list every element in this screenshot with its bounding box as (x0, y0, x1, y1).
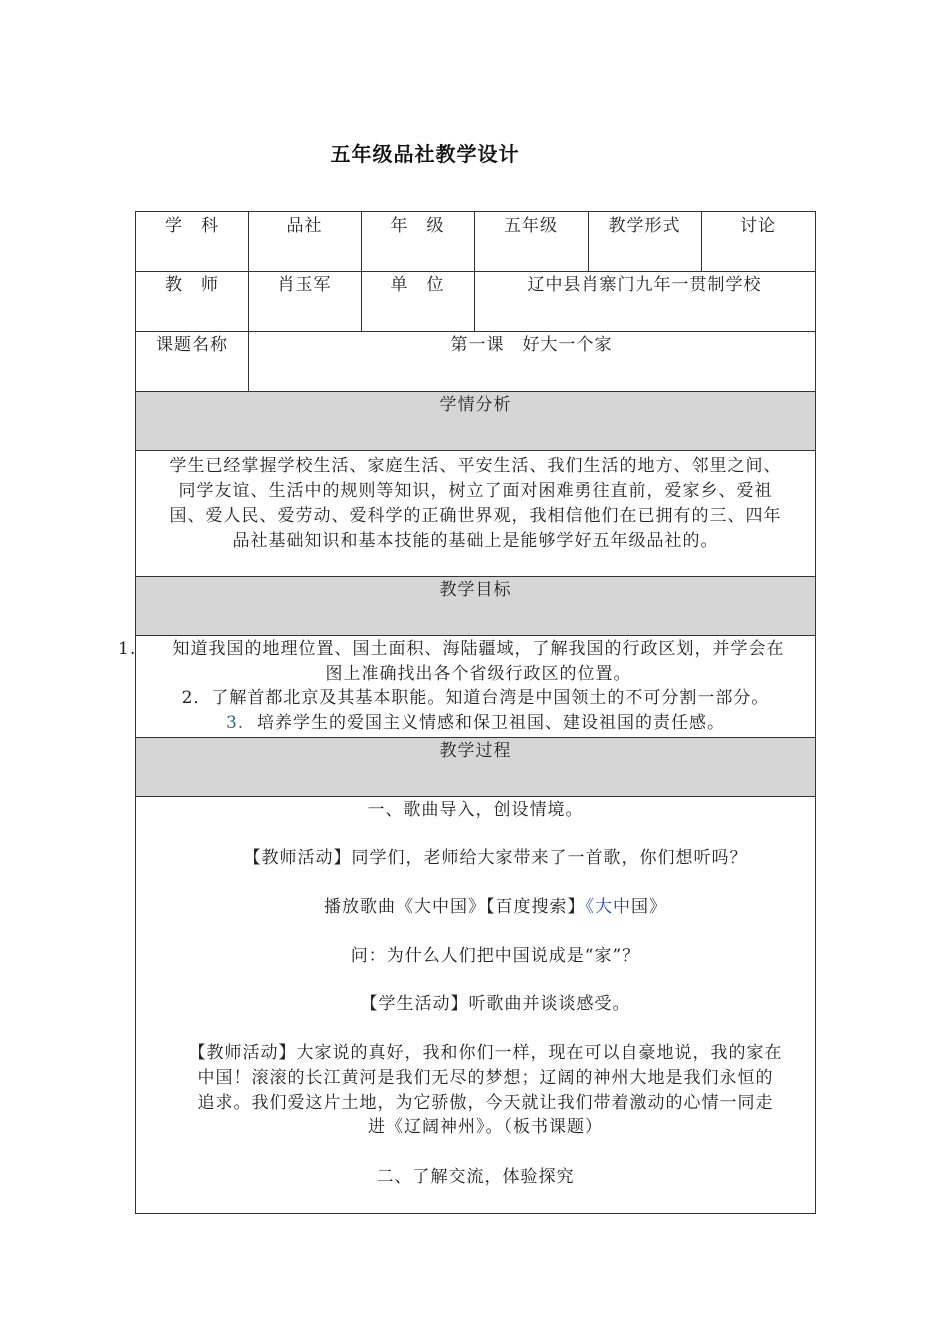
play-song-suffix: 国》 (631, 897, 667, 917)
goal-2: 2．了解首都北京及其基本职能。知道台湾是中国领土的不可分割一部分。 (181, 688, 770, 708)
row-divider (136, 271, 815, 272)
process-heading: 教学过程 (439, 741, 512, 761)
play-song-line (156, 895, 835, 920)
analysis-line: 同学友谊、生活中的规则等知识，树立了面对困难勇往直前，爱家乡、爱祖 (178, 481, 773, 501)
subject-value: 品社 (286, 216, 323, 236)
section-1-heading: 一、歌曲导入，创设情境。 (367, 800, 584, 820)
topic-value: 第一课 好大一个家 (450, 335, 613, 355)
row-divider (136, 635, 815, 636)
section-2-heading: 二、了解交流，体验探究 (376, 1167, 575, 1187)
analysis-line: 学生已经掌握学校生活、家庭生活、平安生活、我们生活的地方、邻里之间、 (169, 456, 782, 476)
row-divider (136, 331, 815, 332)
goal-3-number: 3. (225, 713, 245, 733)
row-divider (136, 450, 815, 451)
row-divider (136, 391, 815, 392)
analysis-line: 国、爱人民、爱劳动、爱科学的正确世界观，我相信他们在已拥有的三、四年 (169, 506, 782, 526)
subject-label: 学 科 (165, 216, 219, 236)
row-divider (136, 737, 815, 738)
teacher-activity-1: 【教师活动】同学们，老师给大家带来了一首歌，你们想听吗？ (243, 848, 748, 868)
play-song-text: 播放歌曲《大中国》【百度搜索】 (324, 897, 586, 917)
teacher-activity-2-line: 中国！滚滚的长江黄河是我们无尽的梦想；辽阔的神州大地是我们永恒的 (197, 1068, 774, 1088)
teacher-value: 肖玉军 (277, 275, 332, 295)
teacher-label: 教 师 (165, 275, 219, 295)
analysis-line: 品社基础知识和基本技能的基础上是能够学好五年级品社的。 (232, 531, 719, 551)
song-link[interactable]: 《大中 (585, 897, 631, 917)
goal-3-text: 培养学生的爱国主义情感和保卫祖国、建设祖国的责任感。 (257, 713, 726, 733)
page-title: 五年级品社教学设计 (330, 142, 520, 166)
unit-label: 单 位 (390, 275, 445, 295)
analysis-heading: 学情分析 (439, 395, 512, 415)
row-divider (136, 576, 815, 577)
teaching-form-value: 讨论 (740, 216, 776, 236)
goals-heading: 教学目标 (439, 580, 512, 600)
topic-label: 课题名称 (156, 335, 228, 355)
student-activity-1: 【学生活动】听歌曲并谈谈感受。 (360, 994, 631, 1014)
row-divider (136, 796, 815, 797)
goal-1-number: 1. (118, 639, 137, 659)
teacher-activity-2-line: 进《辽阔神州》。（板书课题） (368, 1117, 603, 1137)
unit-value: 辽中县肖寨门九年一贯制学校 (527, 275, 762, 295)
grade-value: 五年级 (504, 216, 558, 236)
grade-label: 年 级 (390, 216, 445, 236)
teacher-activity-2-line: 追求。我们爱这片土地，为它骄傲，今天就让我们带着激动的心情一同走 (197, 1093, 774, 1113)
teacher-activity-2-line: 【教师活动】大家说的真好，我和你们一样，现在可以自豪地说，我的家在 (188, 1043, 783, 1063)
goal-1-line: 知道我国的地理位置、国土面积、海陆疆域，了解我国的行政区划，并学会在 (172, 639, 785, 659)
teaching-form-label: 教学形式 (608, 216, 681, 236)
lesson-plan-table (118, 211, 816, 1214)
goal-3 (136, 711, 815, 736)
question-line: 问：为什么人们把中国说成是“家”？ (350, 946, 641, 966)
goal-1-line: 图上准确找出各个省级行政区的位置。 (325, 664, 632, 684)
